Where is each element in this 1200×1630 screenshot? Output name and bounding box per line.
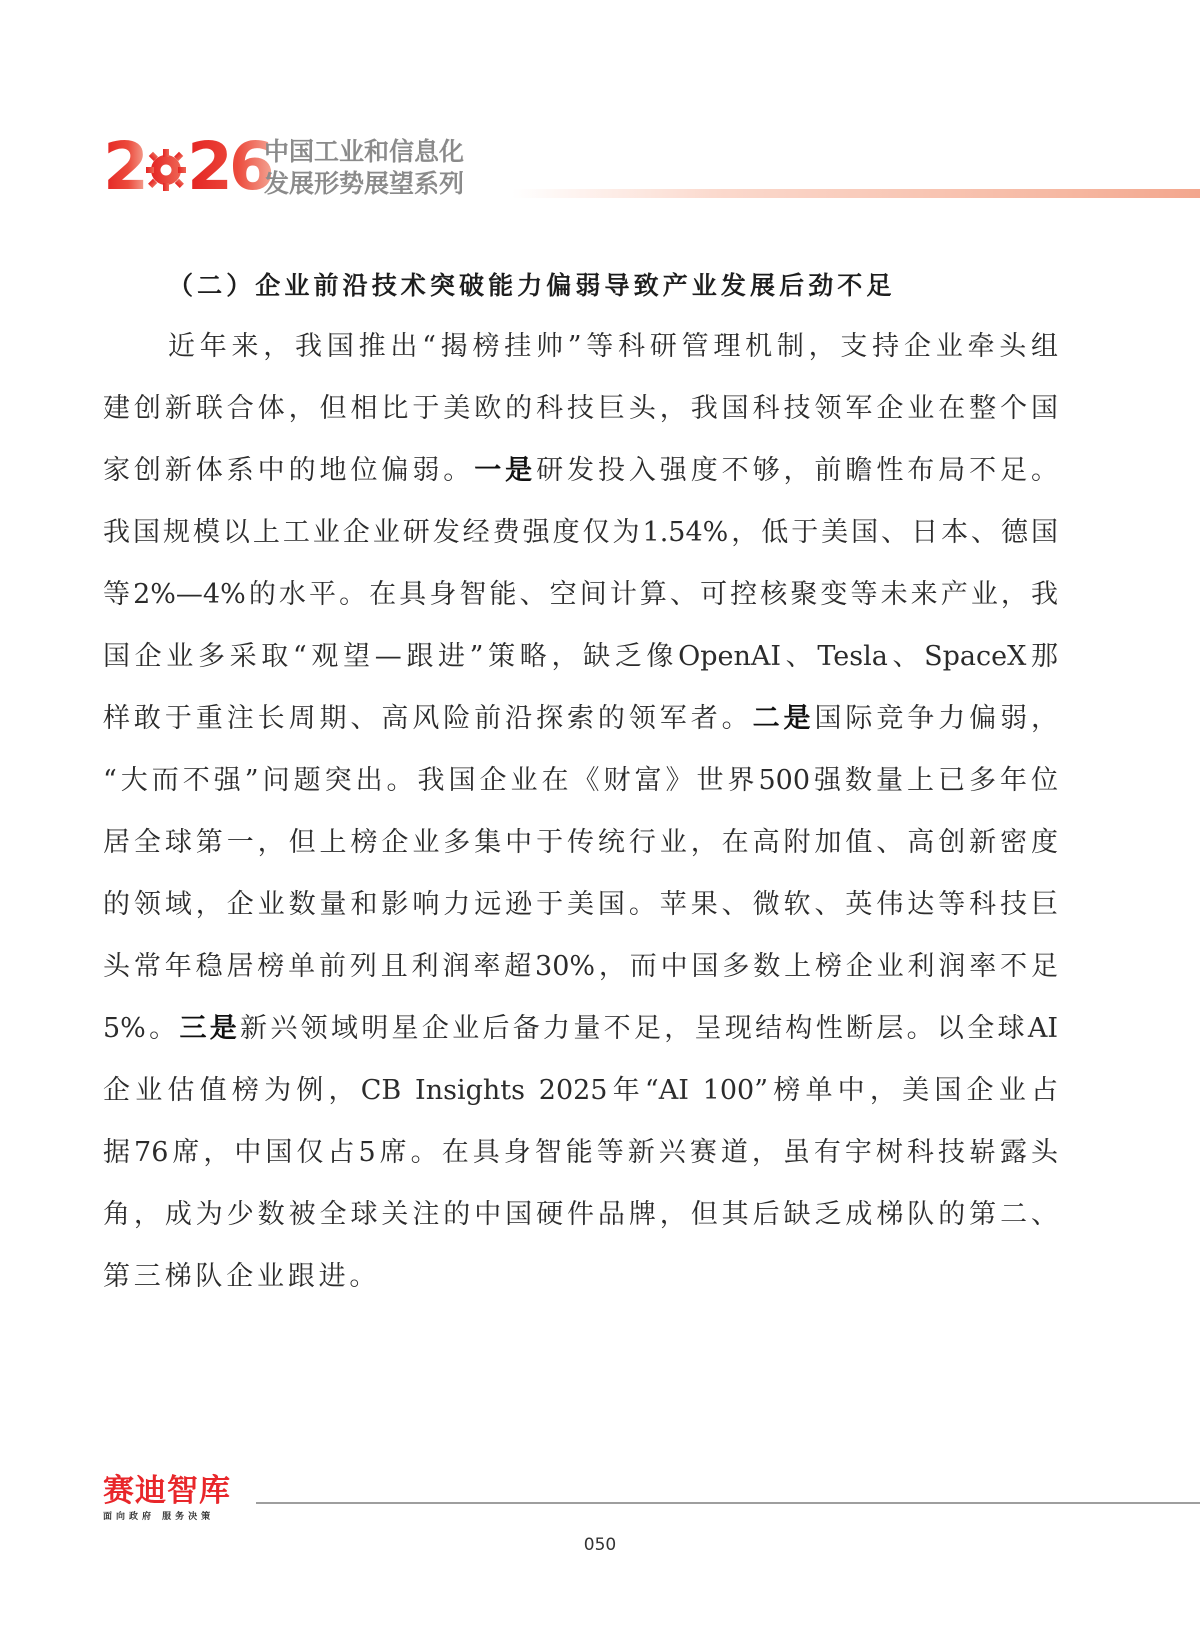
- logo-digit-26: 26: [186, 128, 271, 205]
- series-title-line-1: 中国工业和信息化: [264, 137, 465, 166]
- ccid-think-tank-logo: [103, 1473, 231, 1524]
- emphasis-point-two: 二是: [752, 703, 815, 734]
- line-text: 家创新体系中的地位偏弱。: [103, 455, 475, 486]
- paragraph-line: [103, 440, 1058, 502]
- paragraph-line: 的领域，企业数量和影响力远逊于美国。苹果、微软、英伟达等科技巨: [103, 889, 1058, 920]
- line-text: 样敢于重注长周期、高风险前沿探索的领军者。: [103, 703, 753, 734]
- logo-digit-2: 2: [103, 128, 145, 205]
- body-paragraph: [103, 316, 1058, 1308]
- emphasis-point-one: 一是: [474, 455, 537, 486]
- gear-icon: [146, 140, 186, 194]
- page-number: 050: [583, 1535, 617, 1555]
- paragraph-line: 企业估值榜为例，CB Insights 2025年“AI 100”榜单中，美国企业占: [103, 1075, 1058, 1106]
- section-heading: （二）企业前沿技术突破能力偏弱导致产业发展后劲不足: [168, 271, 896, 300]
- paragraph-line: 头常年稳居榜单前列且利润率超30%，而中国多数上榜企业利润率不足: [103, 951, 1058, 982]
- line-text: 新兴领域明星企业后备力量不足，呈现结构性断层。以全球AI: [240, 1013, 1058, 1044]
- series-logo-2026: [103, 128, 271, 205]
- page-header: [0, 0, 1200, 220]
- series-title: [264, 136, 464, 200]
- footer-rule: [256, 1502, 1200, 1504]
- paragraph-line: 据76席，中国仅占5席。在具身智能等新兴赛道，虽有宇树科技崭露头: [103, 1137, 1058, 1168]
- paragraph-line: [103, 998, 1058, 1060]
- header-gradient-rule: [512, 189, 1200, 198]
- paragraph-line: 国企业多采取“观望—跟进”策略，缺乏像OpenAI、Tesla、SpaceX那: [103, 641, 1058, 672]
- paragraph-line: 我国规模以上工业企业研发经费强度仅为1.54%，低于美国、日本、德国: [103, 517, 1058, 548]
- paragraph-line: “大而不强”问题突出。我国企业在《财富》世界500强数量上已多年位: [103, 765, 1058, 796]
- paragraph-line: 近年来，我国推出“揭榜挂帅”等科研管理机制，支持企业牵头组: [168, 331, 1058, 362]
- paragraph-line: [103, 688, 1058, 750]
- series-title-line-2: 发展形势展望系列: [264, 169, 465, 198]
- line-text: 研发投入强度不够，前瞻性布局不足。: [536, 455, 1059, 486]
- paragraph-line: 第三梯队企业跟进。: [103, 1261, 381, 1292]
- paragraph-line: 等2%—4%的水平。在具身智能、空间计算、可控核聚变等未来产业，我: [103, 579, 1058, 610]
- paragraph-line: 建创新联合体，但相比于美欧的科技巨头，我国科技领军企业在整个国: [103, 393, 1058, 424]
- line-text: 5%。: [103, 1013, 180, 1044]
- line-text: 国际竞争力偏弱，: [814, 703, 1059, 734]
- emphasis-point-three: 三是: [179, 1013, 241, 1044]
- footer-brand-slogan: 面向政府 服务决策: [103, 1512, 215, 1522]
- paragraph-line: 角，成为少数被全球关注的中国硬件品牌，但其后缺乏成梯队的第二、: [103, 1199, 1058, 1230]
- paragraph-line: 居全球第一，但上榜企业多集中于传统行业，在高附加值、高创新密度: [103, 827, 1058, 858]
- footer-brand-name: 赛迪智库: [103, 1473, 231, 1509]
